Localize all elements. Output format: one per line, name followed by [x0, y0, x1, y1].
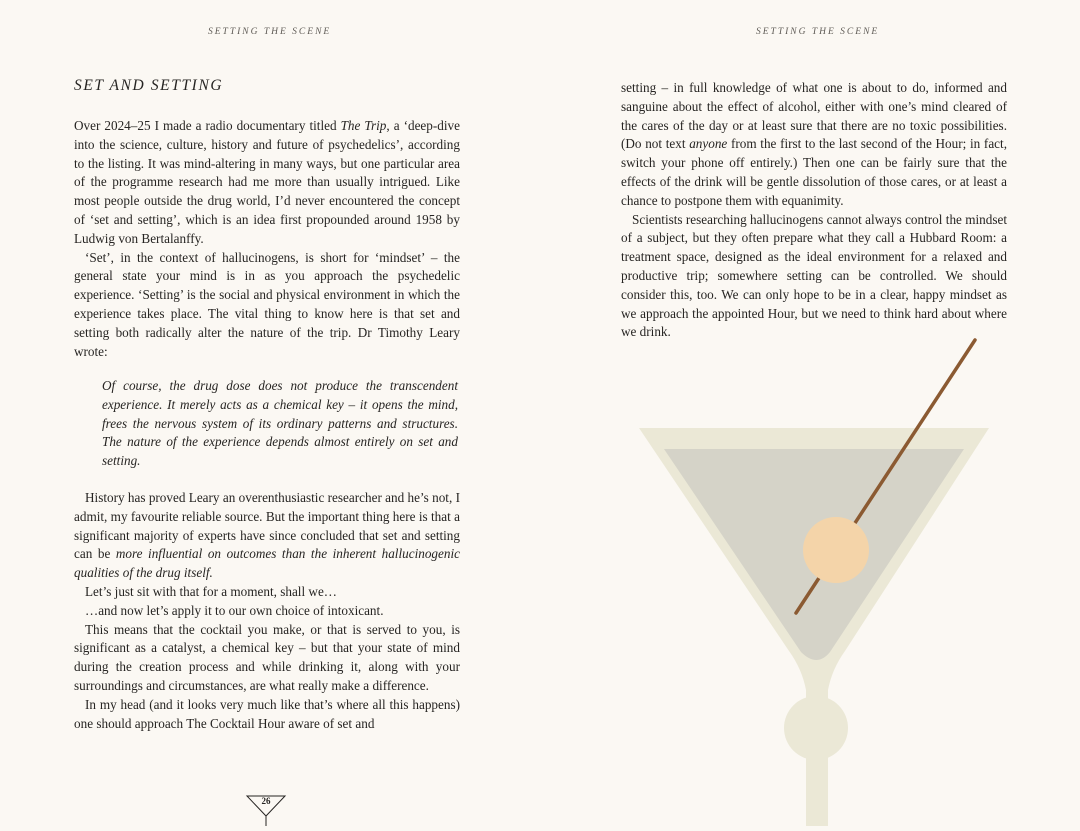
- martini-glass-illustration: [540, 330, 1080, 826]
- paragraph-6: This means that the cocktail you make, or that is served to you, is significant as a catalyst, a chemical key – but that your state of mind during the creation process and while drinking it, along with your surroundings and circumstances, are what really make a difference.: [74, 621, 460, 693]
- documentary-title: The Trip: [340, 118, 387, 133]
- paragraph-1: Over 2024–25 I made a radio documentary titled The Trip, a ‘deep-dive into the science, culture, history and future of psychedelics’, according to the listing. It was mind-altering in many ways, but one particular area of the programme research had me more than usually intrigued. Like most people outside the drug world, I’d never encountered the concept of ‘set and setting’, which is an idea first propounded around 1958 by Ludwig von Bertalanffy.: [74, 118, 460, 246]
- leary-quote: Of course, the drug dose does not produce the transcendent experience. It merely acts as a chemical key – it opens the mind, frees the nervous system of its ordinary patterns and structures. The nature of the experience depends almost entirely on set and setting.: [102, 378, 458, 469]
- body-text-left-bottom: [74, 489, 460, 733]
- paragraph-8: setting – in full knowledge of what one is about to do, informed and sanguine about the effect of alcohol, either with one’s mind cleared of the cares of the day or at least sure that there are no toxic possibilities. (Do not text anyone from the first to the last second of the Hour; in fact, switch your phone off entirely.) Then one can be fairly sure that the effects of the drink will be gentle dissolution of those cares, or at least a chance to postpone them with equanimity.: [621, 80, 1007, 208]
- body-text-right: [621, 79, 1007, 342]
- paragraph-7: In my head (and it looks very much like that’s where all this happens) one should approach The Cocktail Hour aware of set and: [74, 696, 460, 731]
- paragraph-5: …and now let’s apply it to our own choice of intoxicant.: [85, 602, 384, 618]
- paragraph-3: History has proved Leary an overenthusiastic researcher and he’s not, I admit, my favourite reliable source. But the important thing here is that a significant majority of experts have since concluded that set and setting can be more influential on outcomes than the inherent hallucinogenic qualities of the drug itself.: [74, 490, 460, 581]
- page-number: [245, 794, 287, 826]
- left-page: [0, 0, 540, 826]
- running-head-left: SETTING THE SCENE: [208, 27, 332, 37]
- body-text-left-top: [74, 117, 460, 361]
- glass-stem-knob: [784, 696, 848, 760]
- page-number-text: 26: [261, 796, 271, 806]
- running-head-right: SETTING THE SCENE: [756, 27, 880, 37]
- paragraph-2: ‘Set’, in the context of hallucinogens, is short for ‘mindset’ – the general state your mind is in as you approach the psychedelic experience. ‘Setting’ is the social and physical environment in which the experience takes place. The vital thing to know here is that set and setting both radically alter the nature of the trip. Dr Timothy Leary wrote:: [74, 249, 460, 359]
- paragraph-9: Scientists researching hallucinogens cannot always control the mindset of a subject, but they often prepare what they call a Hubbard Room: a treatment space, designed as the ideal environment for a relaxed and productive trip; somewhere setting can be controlled. We should consider this, too. We can only hope to be in a clear, happy mindset as we approach the appointed Hour, but we need to think hard about where we drink.: [621, 211, 1007, 340]
- section-title: SET AND SETTING: [74, 77, 224, 94]
- emphasis-text: more influential on outcomes than the inherent hallucinogenic qualities of the drug itself.: [74, 546, 460, 581]
- paragraph-4: Let’s just sit with that for a moment, shall we…: [85, 583, 337, 599]
- emphasis-anyone: anyone: [689, 136, 728, 152]
- olive-icon: [803, 517, 869, 583]
